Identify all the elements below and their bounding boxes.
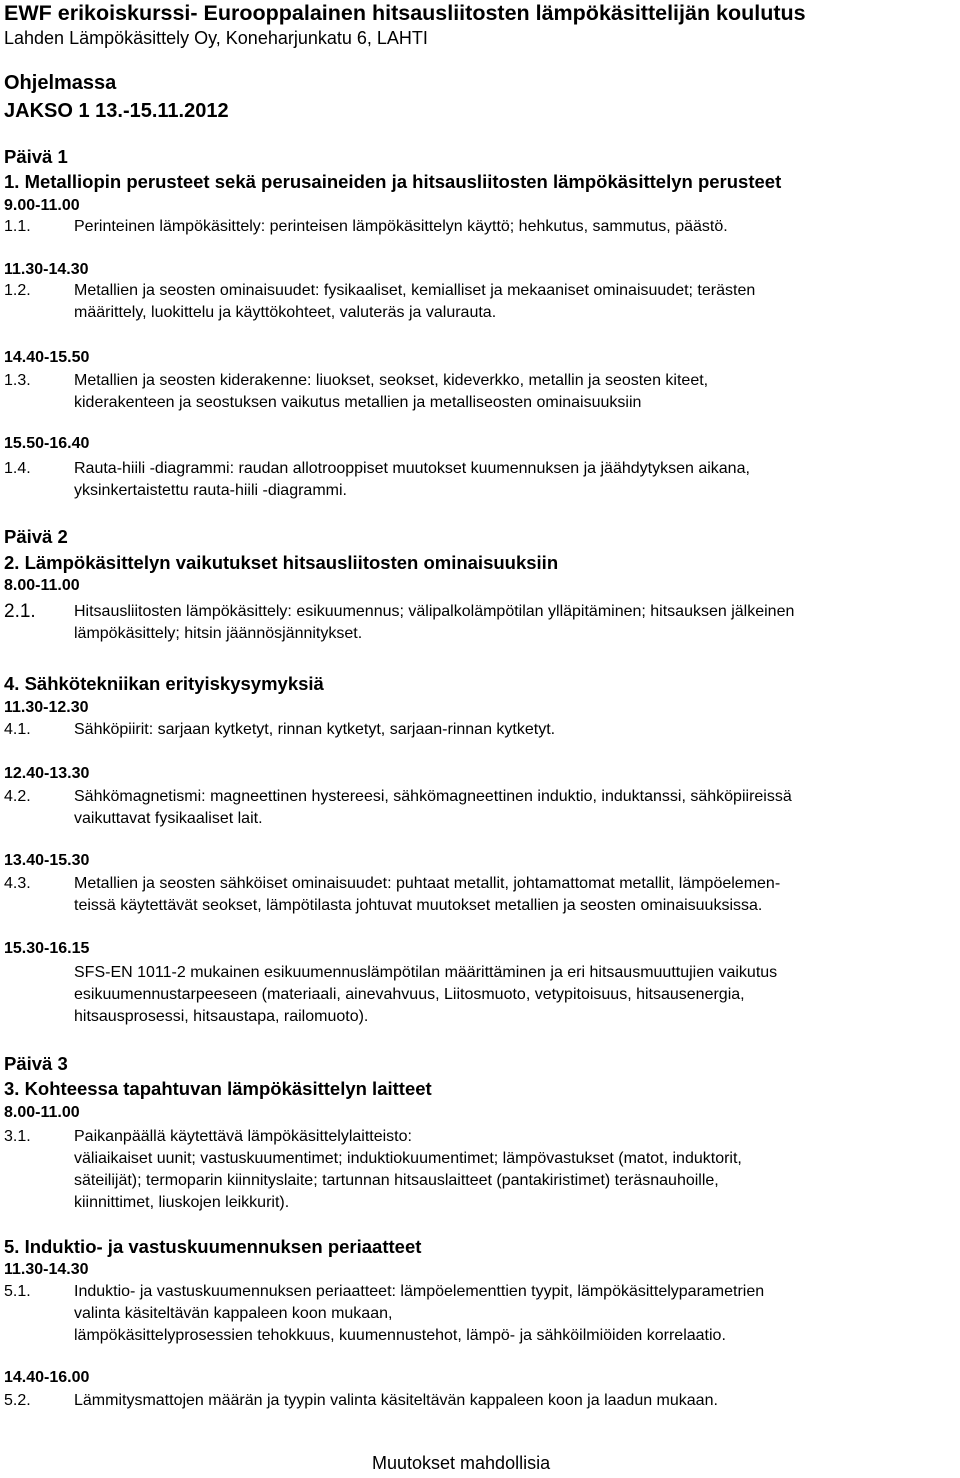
item-number: 1.3. bbox=[4, 372, 31, 389]
item-text: Perinteinen lämpökäsittely: perinteisen lämpökäsittelyn käyttö; hehkutus, sammutus, päästö. bbox=[74, 218, 728, 235]
program-item bbox=[4, 216, 956, 238]
item-number: 1.4. bbox=[4, 460, 31, 477]
item-number: 4.3. bbox=[4, 875, 31, 892]
section-5-heading: 5. Induktio- ja vastuskuumennuksen periaatteet bbox=[4, 1236, 422, 1257]
time-slot: 8.00-11.00 bbox=[4, 1104, 80, 1121]
item-text: Metallien ja seosten ominaisuudet: fysikaaliset, kemialliset ja mekaaniset ominaisuudet; terästen määrittely, luokittelu ja käyttökohteet, valuteräs ja valurauta. bbox=[74, 282, 756, 321]
program-item bbox=[4, 786, 956, 830]
item-text: Lämmitysmattojen määrän ja tyypin valinta käsiteltävän kappaleen koon ja laadun mukaan. bbox=[74, 1392, 718, 1409]
section-4-heading: 4. Sähkötekniikan erityiskysymyksiä bbox=[4, 673, 324, 694]
program-item bbox=[4, 873, 956, 917]
item-number: 5.1. bbox=[4, 1283, 31, 1300]
item-number: 2.1. bbox=[4, 601, 36, 622]
document-title: EWF erikoiskurssi- Eurooppalainen hitsausliitosten lämpökäsittelijän koulutus bbox=[4, 1, 806, 25]
program-item bbox=[4, 601, 956, 645]
program-item bbox=[4, 1126, 956, 1214]
time-slot: 11.30-14.30 bbox=[4, 1261, 89, 1278]
item-text: Sähköpiirit: sarjaan kytketyt, rinnan kytketyt, sarjaan-rinnan kytketyt. bbox=[74, 721, 556, 738]
item-text: Hitsausliitosten lämpökäsittely: esikuumennus; välipalkolämpötilan ylläpitäminen; hitsauksen jälkeinen lämpökäsittely; hitsin jäännösjännitykset. bbox=[74, 603, 795, 642]
day-3-label: Päivä 3 bbox=[4, 1053, 68, 1074]
time-slot: 11.30-14.30 bbox=[4, 261, 89, 278]
time-slot: 14.40-15.50 bbox=[4, 349, 90, 366]
item-number: 5.2. bbox=[4, 1392, 31, 1409]
item-text: Sähkömagnetismi: magneettinen hystereesi, sähkömagneettinen induktio, induktanssi, sähköpiireissä vaikuttavat fysikaaliset lait. bbox=[74, 788, 792, 827]
item-text: Metallien ja seosten sähköiset ominaisuudet: puhtaat metallit, johtamattomat metallit, lämpöelemen- teissä käytettävät seokset, lämpötilasta johtuvat muutokset metallien ja seosten ominaisuuksissa. bbox=[74, 875, 781, 914]
time-slot: 11.30-12.30 bbox=[4, 699, 89, 716]
time-slot: 12.40-13.30 bbox=[4, 765, 90, 782]
item-text: Paikanpäällä käytettävä lämpökäsittelylaitteisto: väliaikaiset uunit; vastuskuumentimet; induktiokuumentimet; lämpövastukset (matot, induktorit, säteilijät); termoparin kiinnityslaite; tartunnan hitsauslaitteet (pantakiristimet) teräsnauhoille, kiinnittimet, liuskojen leikkurit). bbox=[74, 1128, 742, 1211]
time-slot: 15.50-16.40 bbox=[4, 435, 90, 452]
document-subtitle: Lahden Lämpökäsittely Oy, Koneharjunkatu 6, LAHTI bbox=[4, 28, 428, 48]
item-text: Rauta-hiili -diagrammi: raudan allotrooppiset muutokset kuumennuksen ja jäähdytyksen aikana, yksinkertaistettu rauta-hiili -diagrammi. bbox=[74, 460, 750, 499]
program-label: Ohjelmassa bbox=[4, 72, 117, 94]
program-item bbox=[4, 962, 956, 1028]
time-slot: 14.40-16.00 bbox=[4, 1369, 90, 1386]
item-number: 4.1. bbox=[4, 721, 31, 738]
footer-note: Muutokset mahdollisia bbox=[372, 1453, 551, 1473]
item-number: 3.1. bbox=[4, 1128, 31, 1145]
item-text: Induktio- ja vastuskuumennuksen periaatteet: lämpöelementtien tyypit, lämpökäsittelyparametrien valinta käsiteltävän kappaleen koon mukaan, lämpökäsittelyprosessien tehokkuus, kuumennustehot, lämpö- ja sähköilmiöiden korrelaatio. bbox=[74, 1283, 765, 1344]
time-slot: 8.00-11.00 bbox=[4, 577, 80, 594]
item-number: 1.1. bbox=[4, 218, 31, 235]
item-text: SFS-EN 1011-2 mukainen esikuumennuslämpötilan määrittäminen ja eri hitsausmuuttujien vaikutus esikuumennustarpeeseen (materiaali, ainevahvuus, Liitosmuoto, vetypitoisuus, hitsausenergia, hitsausprosessi, hitsaustapa, railomuoto). bbox=[74, 964, 778, 1025]
program-item bbox=[4, 719, 956, 741]
item-number: 1.2. bbox=[4, 282, 31, 299]
program-item bbox=[4, 280, 956, 324]
time-slot: 9.00-11.00 bbox=[4, 197, 80, 214]
day-2-label: Päivä 2 bbox=[4, 526, 68, 547]
program-item bbox=[4, 1390, 956, 1412]
section-2-heading: 2. Lämpökäsittelyn vaikutukset hitsausliitosten ominaisuuksiin bbox=[4, 552, 559, 573]
day-1-label: Päivä 1 bbox=[4, 146, 68, 167]
program-item bbox=[4, 458, 956, 502]
item-number: 4.2. bbox=[4, 788, 31, 805]
time-slot: 15.30-16.15 bbox=[4, 940, 90, 957]
item-text: Metallien ja seosten kiderakenne: liuokset, seokset, kideverkko, metallin ja seosten kiteet, kiderakenteen ja seostuksen vaikutus metallien ja metalliseosten ominaisuuksiin bbox=[74, 372, 709, 411]
section-1-heading: 1. Metalliopin perusteet sekä perusaineiden ja hitsausliitosten lämpökäsittelyn perusteet bbox=[4, 171, 782, 192]
period-label: JAKSO 1 13.-15.11.2012 bbox=[4, 100, 229, 122]
program-item bbox=[4, 370, 956, 414]
section-3-heading: 3. Kohteessa tapahtuvan lämpökäsittelyn laitteet bbox=[4, 1078, 432, 1099]
program-item bbox=[4, 1281, 956, 1347]
time-slot: 13.40-15.30 bbox=[4, 852, 90, 869]
